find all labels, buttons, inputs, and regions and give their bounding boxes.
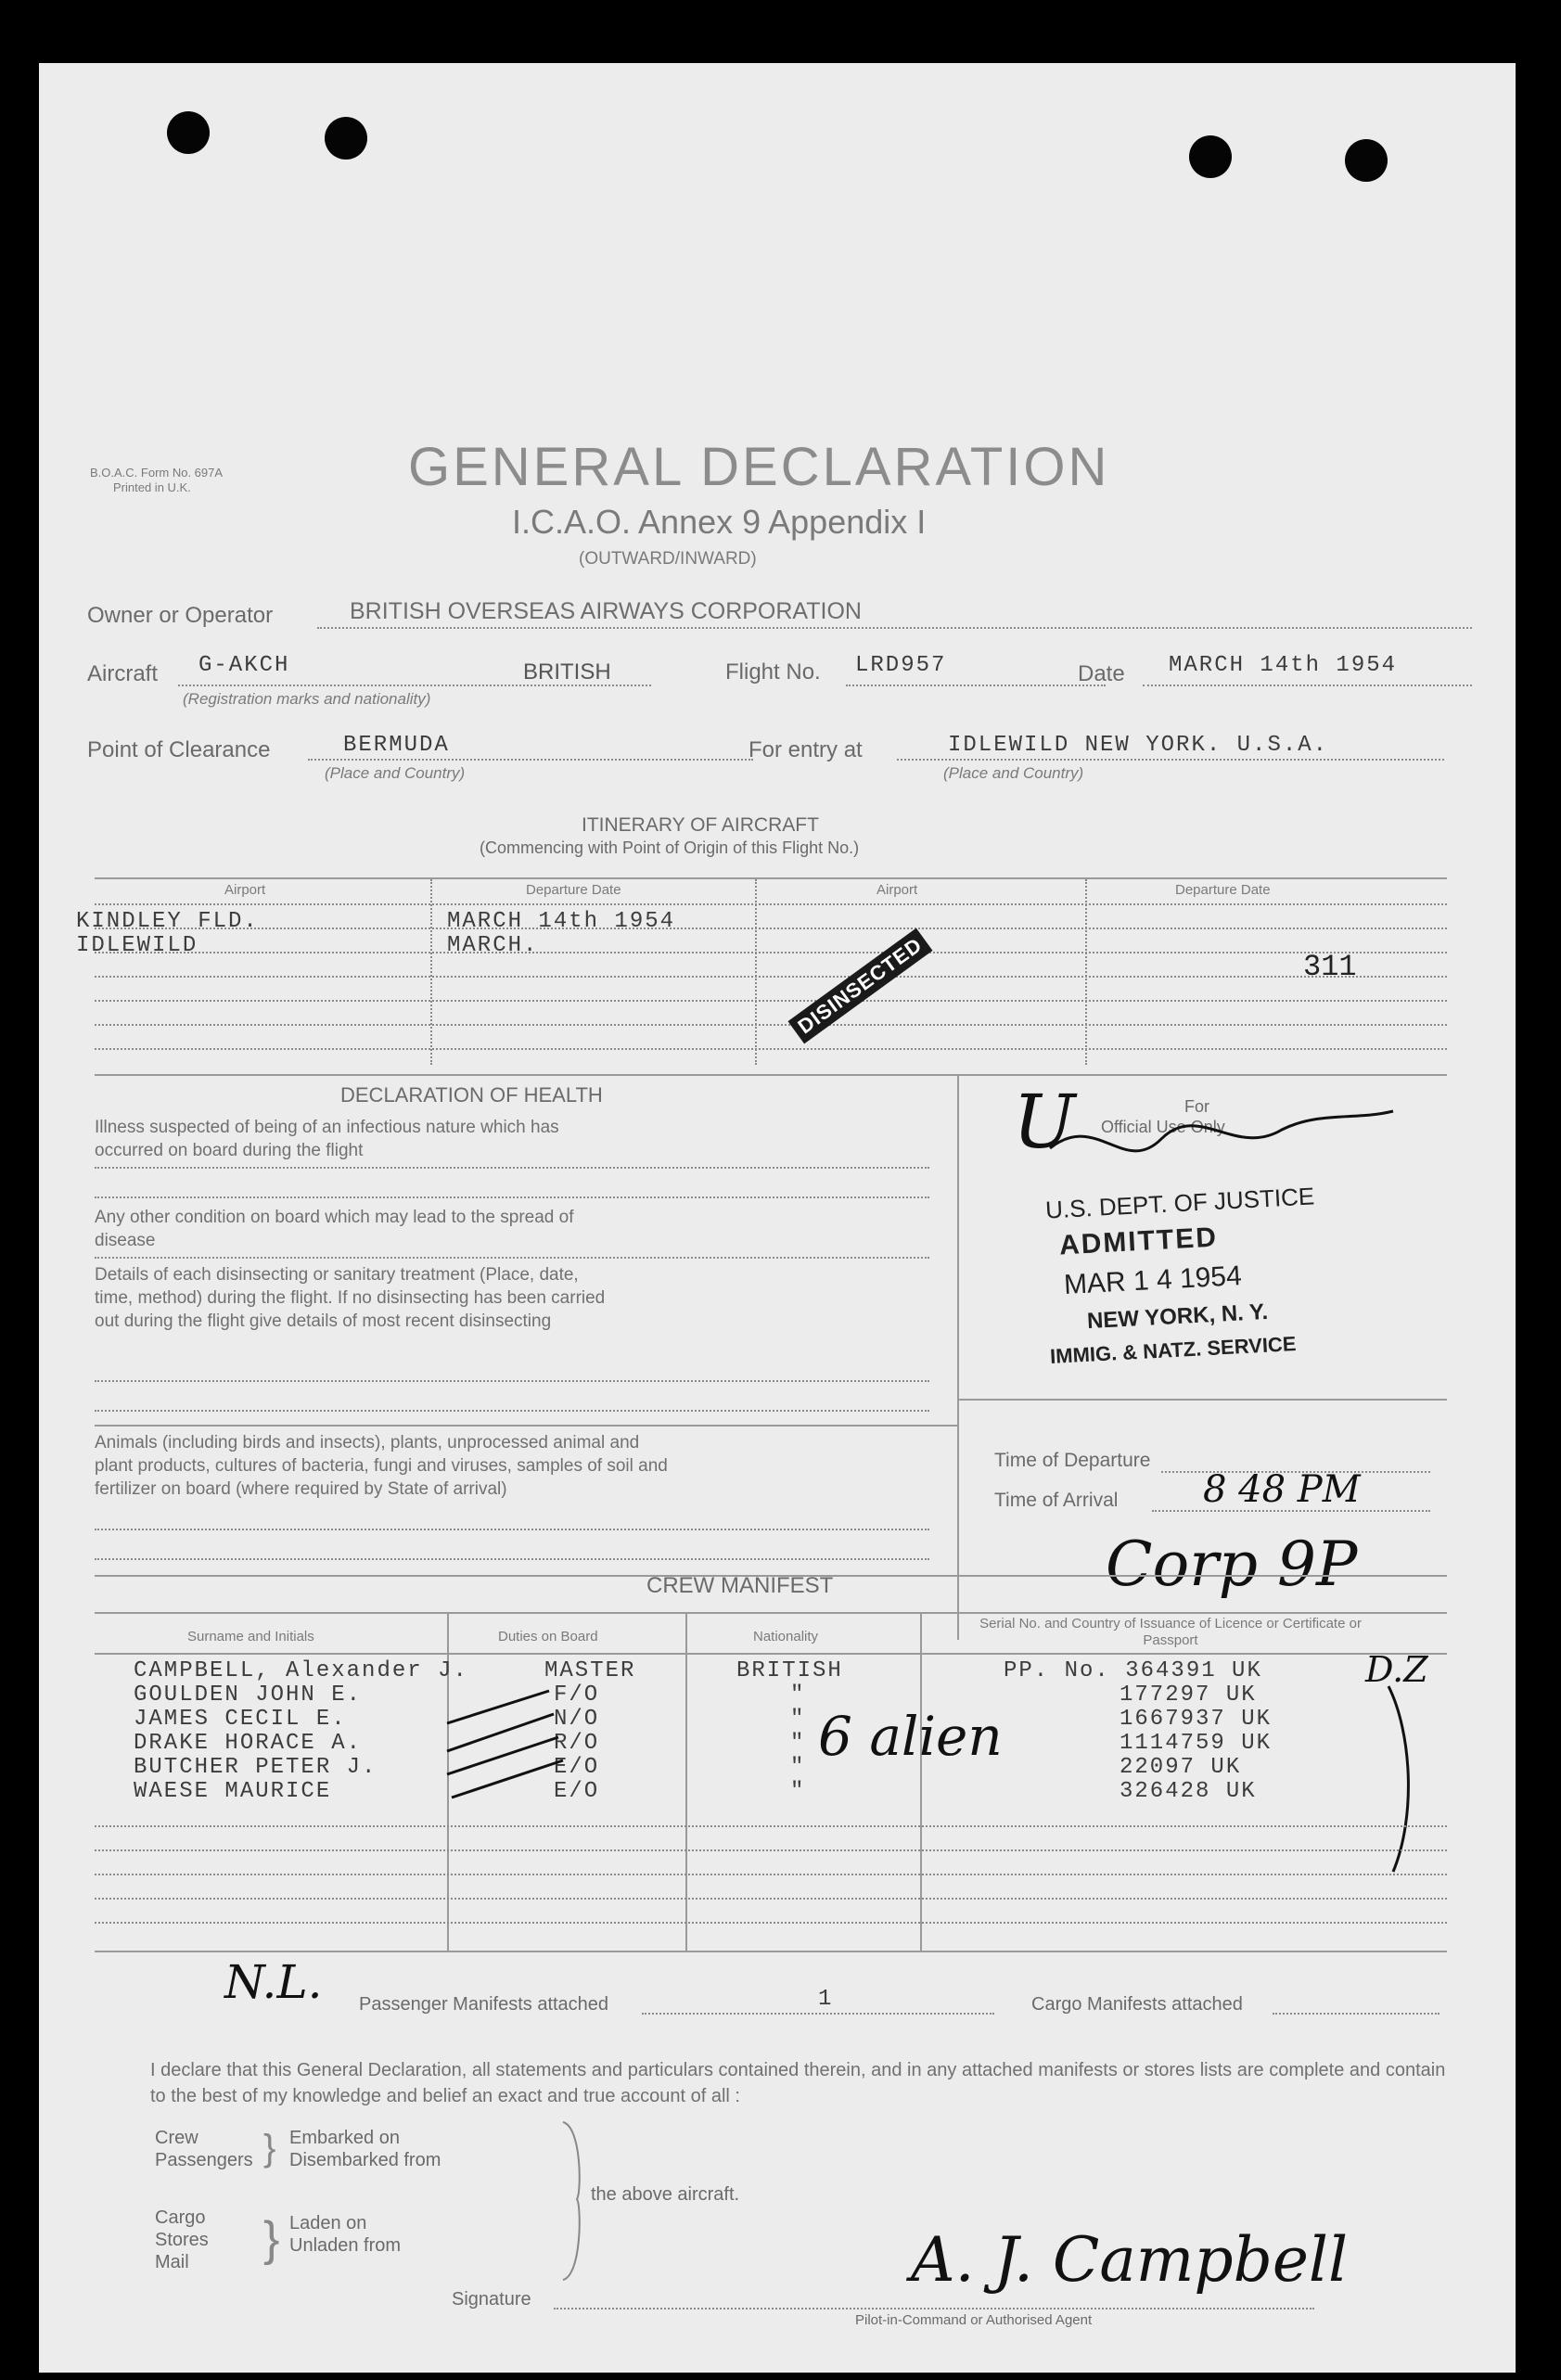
laden-label: Laden on bbox=[289, 2213, 367, 2233]
punch-hole bbox=[167, 111, 210, 154]
left-item-crew: Crew bbox=[155, 2128, 198, 2148]
itinerary-row-line bbox=[95, 976, 1447, 978]
itinerary-row-line bbox=[95, 952, 1447, 953]
flight-label: Flight No. bbox=[725, 659, 821, 685]
entry-value: IDLEWILD NEW YORK. U.S.A. bbox=[948, 733, 1329, 758]
crew-duty-4: R/O bbox=[554, 1731, 600, 1756]
disembarked-label: Disembarked from bbox=[289, 2150, 441, 2170]
left-item-passengers: Passengers bbox=[155, 2150, 253, 2170]
itinerary-header-airport: Airport bbox=[224, 882, 266, 898]
declaration-text: I declare that this General Declaration, all statements and particulars contained therein, and in any attached manifests or stores lists are complete and contain to the best of my knowledge and belief an exact and true account of all : bbox=[150, 2060, 1446, 2106]
health-illness-text: Illness suspected of being of an infectious nature which has occurred on board during the flight bbox=[95, 1118, 559, 1160]
itinerary-col-line bbox=[430, 879, 432, 1065]
health-top-rule bbox=[95, 1074, 1447, 1076]
itinerary-row-line bbox=[95, 1000, 1447, 1002]
official-for: For bbox=[1184, 1097, 1209, 1116]
crew-duty-1: MASTER bbox=[544, 1658, 636, 1683]
flight-value: LRD957 bbox=[855, 653, 947, 678]
itinerary-top-rule bbox=[95, 877, 1447, 879]
page-subtitle: I.C.A.O. Annex 9 Appendix I bbox=[512, 503, 927, 541]
cargo-line bbox=[1273, 2013, 1439, 2015]
entry-line bbox=[897, 759, 1444, 761]
bracket-large bbox=[558, 2118, 595, 2284]
direction-label: (OUTWARD/INWARD) bbox=[579, 549, 757, 569]
crew-doc-6: 326428 UK bbox=[1120, 1779, 1257, 1804]
left-item-stores: Stores bbox=[155, 2230, 209, 2250]
aircraft-line bbox=[178, 685, 651, 686]
departure-label: Time of Departure bbox=[994, 1450, 1151, 1471]
brace-1: } bbox=[263, 2128, 276, 2169]
crew-line bbox=[95, 1898, 1447, 1900]
left-item-mail: Mail bbox=[155, 2252, 189, 2272]
unladen-label: Unladen from bbox=[289, 2235, 402, 2256]
left-item-cargo: Cargo bbox=[155, 2207, 206, 2228]
itinerary-header-airport-2: Airport bbox=[876, 882, 918, 898]
itinerary-airport-2: IDLEWILD bbox=[76, 933, 198, 958]
crew-name-6: WAESE MAURICE bbox=[134, 1779, 332, 1804]
crew-tick-marks bbox=[438, 1686, 605, 1807]
clearance-label: Point of Clearance bbox=[87, 737, 271, 762]
health-title: DECLARATION OF HEALTH bbox=[340, 1083, 603, 1107]
health-rule bbox=[95, 1425, 957, 1427]
crew-line bbox=[95, 1922, 1447, 1924]
health-line bbox=[95, 1529, 929, 1530]
crew-nat-5: " bbox=[790, 1755, 806, 1780]
itinerary-row-line bbox=[95, 928, 1447, 929]
signature-line bbox=[554, 2308, 1314, 2310]
cargo-manifests-label: Cargo Manifests attached bbox=[1031, 1994, 1243, 2015]
crew-bottom-rule bbox=[95, 1951, 1447, 1952]
owner-value: BRITISH OVERSEAS AIRWAYS CORPORATION bbox=[350, 598, 862, 624]
crew-header-duty: Duties on Board bbox=[498, 1629, 598, 1644]
crew-subheader-rule bbox=[95, 1653, 1447, 1655]
page-title: GENERAL DECLARATION bbox=[408, 437, 1110, 497]
owner-label: Owner or Operator bbox=[87, 603, 274, 628]
punch-hole bbox=[325, 117, 367, 160]
itinerary-subtitle: (Commencing with Point of Origin of this Flight No.) bbox=[480, 838, 860, 857]
crew-doc-4: 1114759 UK bbox=[1120, 1731, 1273, 1756]
itinerary-header-date-2: Departure Date bbox=[1175, 882, 1271, 898]
stamp-admitted: ADMITTED bbox=[1058, 1222, 1219, 1261]
clearance-value: BERMUDA bbox=[343, 733, 450, 758]
crew-duty-2: F/O bbox=[554, 1683, 600, 1708]
crew-line bbox=[95, 1874, 1447, 1875]
health-other-text: Any other condition on board which may lead to the spread of disease bbox=[95, 1208, 574, 1250]
stamp-number: 311 bbox=[1303, 950, 1357, 984]
aircraft-value: G-AKCH bbox=[198, 653, 290, 678]
crew-doc-5: 22097 UK bbox=[1120, 1755, 1242, 1780]
health-divider bbox=[957, 1074, 959, 1640]
crew-nat-3: " bbox=[790, 1707, 806, 1732]
crew-doc-3: 1667937 UK bbox=[1120, 1707, 1273, 1732]
aircraft-caption: (Registration marks and nationality) bbox=[183, 690, 431, 708]
health-line bbox=[95, 1558, 929, 1560]
stamp-dept: U.S. DEPT. OF JUSTICE bbox=[1044, 1182, 1315, 1224]
crew-name-2: GOULDEN JOHN E. bbox=[134, 1683, 363, 1708]
signer-caption: Pilot-in-Command or Authorised Agent bbox=[855, 2312, 1093, 2328]
itinerary-date-1: MARCH 14th 1954 bbox=[447, 909, 676, 934]
crew-nat-2: " bbox=[790, 1683, 806, 1708]
stamp-service: IMMIG. & NATZ. SERVICE bbox=[1049, 1332, 1298, 1368]
crew-header-nat: Nationality bbox=[753, 1629, 819, 1644]
crew-doc-1: PP. No. 364391 UK bbox=[1004, 1658, 1262, 1683]
itinerary-col-line bbox=[1085, 879, 1087, 1065]
brace-2: } bbox=[263, 2212, 280, 2266]
entry-caption: (Place and Country) bbox=[943, 764, 1084, 782]
crew-header-rule bbox=[95, 1612, 1447, 1614]
flight-line bbox=[846, 685, 1106, 686]
crew-name-3: JAMES CECIL E. bbox=[134, 1707, 347, 1732]
official-use-label: Official Use Only bbox=[1101, 1118, 1225, 1136]
crew-col-line bbox=[685, 1612, 687, 1951]
crew-duty-5: E/O bbox=[554, 1755, 600, 1780]
crew-line bbox=[95, 1825, 1447, 1827]
official-signature: U bbox=[1013, 1079, 1076, 1165]
itinerary-airport-1: KINDLEY FLD. bbox=[76, 909, 259, 934]
crew-col-line bbox=[920, 1612, 922, 1951]
itinerary-row-line bbox=[95, 1024, 1447, 1026]
crew-name-5: BUTCHER PETER J. bbox=[134, 1755, 377, 1780]
date-label: Date bbox=[1078, 661, 1125, 686]
itinerary-col-line bbox=[755, 879, 757, 1065]
stamp-date: MAR 1 4 1954 bbox=[1063, 1260, 1243, 1300]
crew-duty-3: N/O bbox=[554, 1707, 600, 1732]
date-line bbox=[1143, 685, 1472, 686]
owner-line bbox=[317, 627, 1472, 629]
handwritten-initials: D.Z bbox=[1365, 1649, 1428, 1690]
signature-value: A. J. Campbell bbox=[911, 2224, 1349, 2296]
itinerary-title: ITINERARY OF AIRCRAFT bbox=[582, 814, 819, 836]
handwritten-alien: 6 alien bbox=[818, 1705, 1003, 1768]
crew-line bbox=[95, 1849, 1447, 1851]
crew-name-1: CAMPBELL, Alexander J. bbox=[134, 1658, 468, 1683]
health-line bbox=[95, 1410, 929, 1412]
punch-hole bbox=[1345, 139, 1388, 182]
passenger-line bbox=[642, 2013, 994, 2015]
handwritten-nl: N.L. bbox=[224, 1955, 323, 2009]
crew-doc-2: 177297 UK bbox=[1120, 1683, 1257, 1708]
form-number: B.O.A.C. Form No. 697A bbox=[90, 466, 224, 480]
health-line bbox=[95, 1167, 929, 1169]
above-aircraft-label: the above aircraft. bbox=[591, 2184, 740, 2205]
passenger-manifests-label: Passenger Manifests attached bbox=[359, 1994, 609, 2015]
aircraft-label: Aircraft bbox=[87, 661, 159, 686]
health-line bbox=[95, 1257, 929, 1259]
crew-name-4: DRAKE HORACE A. bbox=[134, 1731, 363, 1756]
itinerary-date-2: MARCH. bbox=[447, 933, 539, 958]
crew-title: CREW MANIFEST bbox=[646, 1573, 834, 1598]
itinerary-row-line bbox=[95, 903, 1447, 905]
crew-nat-4: " bbox=[790, 1731, 806, 1756]
entry-label: For entry at bbox=[749, 737, 863, 762]
printed-in: Printed in U.K. bbox=[113, 480, 191, 494]
crew-nat-6: " bbox=[790, 1779, 806, 1804]
crew-header-doc: Serial No. and Country of Issuance of Licence or Certificate or Passport bbox=[979, 1616, 1362, 1648]
itinerary-header-date: Departure Date bbox=[526, 882, 621, 898]
clearance-line bbox=[308, 759, 753, 761]
arrival-value: 8 48 PM bbox=[1203, 1468, 1361, 1511]
health-line bbox=[95, 1380, 929, 1382]
signature-label: Signature bbox=[452, 2289, 531, 2310]
health-details-text: Details of each disinsecting or sanitary treatment (Place, date, time, method) during the flight. If no disinsecting has been carried out during the flight give details of most recent disinsecting bbox=[95, 1265, 606, 1331]
health-line bbox=[95, 1196, 929, 1198]
date-value: MARCH 14th 1954 bbox=[1169, 653, 1398, 678]
crew-nat-1: BRITISH bbox=[736, 1658, 843, 1683]
clearance-caption: (Place and Country) bbox=[325, 764, 466, 782]
embarked-label: Embarked on bbox=[289, 2128, 400, 2148]
official-rule bbox=[957, 1399, 1447, 1401]
document-page bbox=[39, 63, 1516, 2373]
nationality-value: BRITISH bbox=[523, 659, 611, 685]
punch-hole bbox=[1189, 135, 1232, 178]
manifest-count: 1 bbox=[818, 1987, 834, 2012]
disinsected-stamp: DISINSECTED bbox=[788, 928, 933, 1044]
health-animals-text: Animals (including birds and insects), plants, unprocessed animal and plant products, cultures of bacteria, fungi and viruses, samples of soil and fertilizer on board (where required by State of arrival) bbox=[95, 1433, 668, 1499]
arrival-label: Time of Arrival bbox=[994, 1490, 1119, 1511]
itinerary-row-line bbox=[95, 1048, 1447, 1050]
annotation-corp: Corp 9P bbox=[1106, 1529, 1358, 1600]
crew-duty-6: E/O bbox=[554, 1779, 600, 1804]
stamp-city: NEW YORK, N. Y. bbox=[1086, 1299, 1269, 1335]
crew-header-name: Surname and Initials bbox=[187, 1629, 314, 1644]
